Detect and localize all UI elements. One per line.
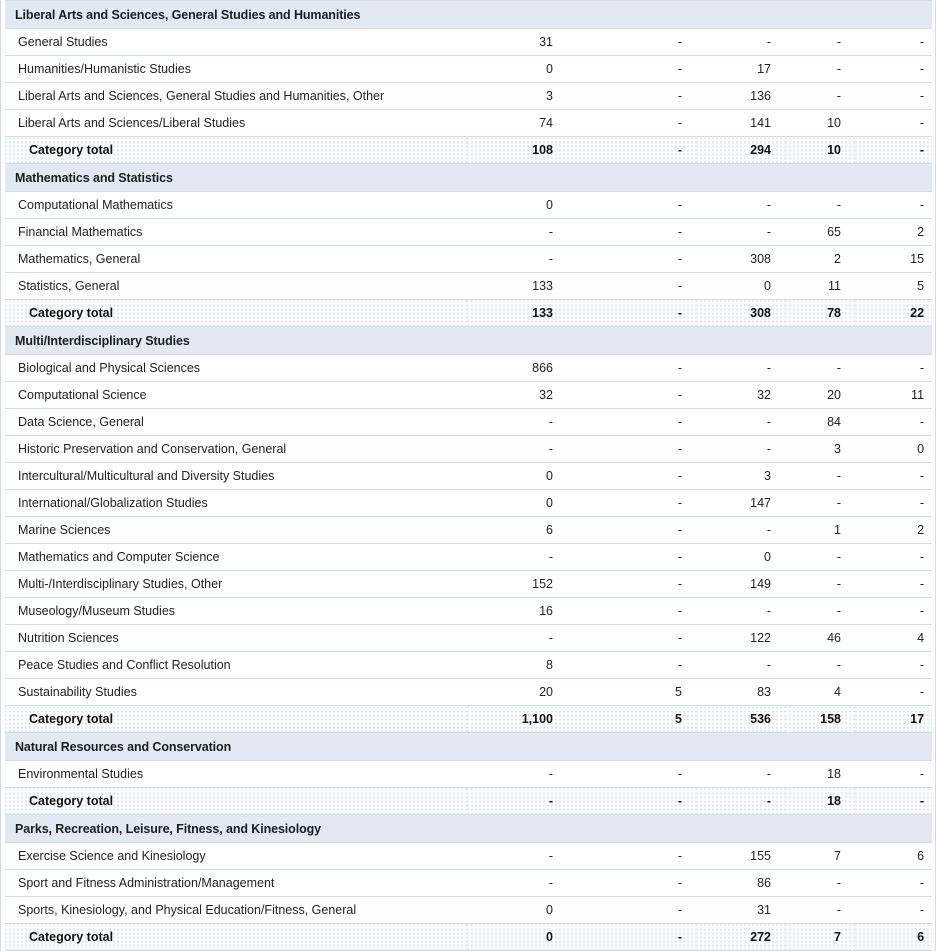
table-row xyxy=(5,897,932,924)
value-cell: 0 xyxy=(696,273,785,300)
table-row xyxy=(5,544,932,571)
category-header-row xyxy=(5,164,932,192)
category-total-value-cell: 108 xyxy=(467,137,567,164)
value-cell: - xyxy=(567,110,696,137)
value-cell: - xyxy=(785,544,855,571)
value-cell: - xyxy=(855,571,932,598)
value-cell: - xyxy=(567,56,696,83)
category-total-value-cell: 536 xyxy=(696,706,785,733)
value-cell: - xyxy=(467,219,567,246)
value-cell: - xyxy=(696,355,785,382)
value-cell: 83 xyxy=(696,679,785,706)
value-cell: 147 xyxy=(696,490,785,517)
category-total-value-cell: 133 xyxy=(467,300,567,327)
value-cell: - xyxy=(785,463,855,490)
category-total-row xyxy=(5,706,932,733)
table-row xyxy=(5,625,932,652)
value-cell: - xyxy=(785,571,855,598)
value-cell: - xyxy=(855,409,932,436)
value-cell: - xyxy=(855,679,932,706)
program-label-cell: Data Science, General xyxy=(5,409,467,436)
value-cell: 84 xyxy=(785,409,855,436)
program-label-cell: Exercise Science and Kinesiology xyxy=(5,843,467,870)
program-label-cell: Sports, Kinesiology, and Physical Education/Fitness, General xyxy=(5,897,467,924)
category-total-value-cell: 0 xyxy=(467,924,567,951)
value-cell: - xyxy=(785,598,855,625)
value-cell: - xyxy=(567,870,696,897)
category-header-row xyxy=(5,327,932,355)
value-cell: 6 xyxy=(855,843,932,870)
value-cell: 133 xyxy=(467,273,567,300)
value-cell: - xyxy=(855,490,932,517)
value-cell: - xyxy=(855,83,932,110)
value-cell: 155 xyxy=(696,843,785,870)
category-header-label: Liberal Arts and Sciences, General Studies and Humanities xyxy=(5,1,932,29)
value-cell: 1 xyxy=(785,517,855,544)
value-cell: - xyxy=(467,409,567,436)
program-label-cell: Museology/Museum Studies xyxy=(5,598,467,625)
value-cell: - xyxy=(567,517,696,544)
category-header-label: Mathematics and Statistics xyxy=(5,164,932,192)
table-row xyxy=(5,436,932,463)
category-total-value-cell: 22 xyxy=(855,300,932,327)
value-cell: 16 xyxy=(467,598,567,625)
value-cell: - xyxy=(467,436,567,463)
value-cell: 122 xyxy=(696,625,785,652)
program-label-cell: Peace Studies and Conflict Resolution xyxy=(5,652,467,679)
value-cell: 4 xyxy=(855,625,932,652)
table-row xyxy=(5,409,932,436)
program-label-cell: Liberal Arts and Sciences/Liberal Studies xyxy=(5,110,467,137)
value-cell: - xyxy=(467,544,567,571)
value-cell: 31 xyxy=(696,897,785,924)
category-total-value-cell: 272 xyxy=(696,924,785,951)
table-row xyxy=(5,56,932,83)
program-label-cell: Multi-/Interdisciplinary Studies, Other xyxy=(5,571,467,598)
value-cell: 3 xyxy=(696,463,785,490)
value-cell: 20 xyxy=(467,679,567,706)
category-header-row xyxy=(5,733,932,761)
value-cell: - xyxy=(785,56,855,83)
category-header-row xyxy=(5,815,932,843)
value-cell: - xyxy=(696,598,785,625)
program-label-cell: Mathematics and Computer Science xyxy=(5,544,467,571)
value-cell: 17 xyxy=(696,56,785,83)
table-row xyxy=(5,192,932,219)
category-total-label: Category total xyxy=(5,706,467,733)
program-label-cell: Financial Mathematics xyxy=(5,219,467,246)
category-total-value-cell: 18 xyxy=(785,788,855,815)
value-cell: 65 xyxy=(785,219,855,246)
value-cell: - xyxy=(785,870,855,897)
category-total-value-cell: 10 xyxy=(785,137,855,164)
category-total-value-cell: - xyxy=(567,300,696,327)
value-cell: 46 xyxy=(785,625,855,652)
value-cell: - xyxy=(567,843,696,870)
program-label-cell: Mathematics, General xyxy=(5,246,467,273)
value-cell: - xyxy=(855,652,932,679)
value-cell: - xyxy=(785,490,855,517)
value-cell: 7 xyxy=(785,843,855,870)
table-row xyxy=(5,273,932,300)
value-cell: - xyxy=(855,56,932,83)
program-label-cell: Liberal Arts and Sciences, General Studies and Humanities, Other xyxy=(5,83,467,110)
value-cell: - xyxy=(696,219,785,246)
value-cell: - xyxy=(567,246,696,273)
table-row xyxy=(5,652,932,679)
table-row xyxy=(5,679,932,706)
table-row xyxy=(5,517,932,544)
table-row xyxy=(5,219,932,246)
value-cell: 4 xyxy=(785,679,855,706)
value-cell: 3 xyxy=(467,83,567,110)
value-cell: 5 xyxy=(855,273,932,300)
category-total-row xyxy=(5,300,932,327)
value-cell: 152 xyxy=(467,571,567,598)
category-total-label: Category total xyxy=(5,924,467,951)
category-total-row xyxy=(5,788,932,815)
program-label-cell: Marine Sciences xyxy=(5,517,467,544)
value-cell: - xyxy=(785,355,855,382)
value-cell: - xyxy=(855,192,932,219)
value-cell: 18 xyxy=(785,761,855,788)
value-cell: - xyxy=(696,436,785,463)
value-cell: - xyxy=(567,219,696,246)
table-row xyxy=(5,29,932,56)
program-label-cell: Statistics, General xyxy=(5,273,467,300)
value-cell: - xyxy=(467,843,567,870)
value-cell: - xyxy=(567,625,696,652)
table-row xyxy=(5,490,932,517)
value-cell: - xyxy=(855,598,932,625)
program-label-cell: Computational Mathematics xyxy=(5,192,467,219)
value-cell: 0 xyxy=(467,463,567,490)
table-row xyxy=(5,246,932,273)
table-row xyxy=(5,598,932,625)
category-total-value-cell: - xyxy=(696,788,785,815)
value-cell: 149 xyxy=(696,571,785,598)
category-total-value-cell: 1,100 xyxy=(467,706,567,733)
program-label-cell: Biological and Physical Sciences xyxy=(5,355,467,382)
value-cell: 8 xyxy=(467,652,567,679)
value-cell: 141 xyxy=(696,110,785,137)
program-label-cell: Sustainability Studies xyxy=(5,679,467,706)
table-row xyxy=(5,761,932,788)
value-cell: 2 xyxy=(855,517,932,544)
value-cell: - xyxy=(855,110,932,137)
category-total-value-cell: - xyxy=(567,924,696,951)
value-cell: 15 xyxy=(855,246,932,273)
table-row xyxy=(5,463,932,490)
value-cell: - xyxy=(696,517,785,544)
category-total-value-cell: - xyxy=(855,137,932,164)
category-total-label: Category total xyxy=(5,137,467,164)
program-label-cell: Sport and Fitness Administration/Management xyxy=(5,870,467,897)
table-row xyxy=(5,355,932,382)
category-total-label: Category total xyxy=(5,300,467,327)
value-cell: - xyxy=(696,652,785,679)
category-total-value-cell: 158 xyxy=(785,706,855,733)
degrees-by-category-table xyxy=(5,0,932,951)
value-cell: - xyxy=(785,192,855,219)
value-cell: - xyxy=(567,192,696,219)
value-cell: 2 xyxy=(855,219,932,246)
table-row xyxy=(5,110,932,137)
category-total-value-cell: 308 xyxy=(696,300,785,327)
category-total-value-cell: - xyxy=(567,137,696,164)
value-cell: - xyxy=(567,273,696,300)
value-cell: 0 xyxy=(467,192,567,219)
value-cell: - xyxy=(785,29,855,56)
program-label-cell: Environmental Studies xyxy=(5,761,467,788)
value-cell: - xyxy=(567,490,696,517)
category-total-value-cell: - xyxy=(467,788,567,815)
program-label-cell: Nutrition Sciences xyxy=(5,625,467,652)
value-cell: 11 xyxy=(785,273,855,300)
value-cell: 5 xyxy=(567,679,696,706)
value-cell: 31 xyxy=(467,29,567,56)
category-total-value-cell: 6 xyxy=(855,924,932,951)
value-cell: - xyxy=(567,29,696,56)
value-cell: 86 xyxy=(696,870,785,897)
value-cell: 6 xyxy=(467,517,567,544)
value-cell: 32 xyxy=(467,382,567,409)
value-cell: 2 xyxy=(785,246,855,273)
category-total-value-cell: - xyxy=(567,788,696,815)
table-row xyxy=(5,571,932,598)
value-cell: - xyxy=(855,29,932,56)
value-cell: 866 xyxy=(467,355,567,382)
value-cell: - xyxy=(567,382,696,409)
value-cell: - xyxy=(567,544,696,571)
value-cell: - xyxy=(567,463,696,490)
value-cell: - xyxy=(855,761,932,788)
value-cell: - xyxy=(696,29,785,56)
category-total-label: Category total xyxy=(5,788,467,815)
program-label-cell: General Studies xyxy=(5,29,467,56)
value-cell: - xyxy=(855,544,932,571)
table-row xyxy=(5,382,932,409)
category-header-label: Natural Resources and Conservation xyxy=(5,733,932,761)
category-total-value-cell: - xyxy=(855,788,932,815)
value-cell: 10 xyxy=(785,110,855,137)
category-header-row xyxy=(5,1,932,29)
program-label-cell: Intercultural/Multicultural and Diversity Studies xyxy=(5,463,467,490)
table-row xyxy=(5,870,932,897)
value-cell: - xyxy=(696,192,785,219)
table-row xyxy=(5,83,932,110)
category-total-value-cell: 78 xyxy=(785,300,855,327)
value-cell: 308 xyxy=(696,246,785,273)
value-cell: - xyxy=(567,436,696,463)
category-total-value-cell: 294 xyxy=(696,137,785,164)
program-label-cell: Computational Science xyxy=(5,382,467,409)
table-row xyxy=(5,843,932,870)
value-cell: - xyxy=(567,409,696,436)
value-cell: - xyxy=(567,897,696,924)
value-cell: 20 xyxy=(785,382,855,409)
program-label-cell: International/Globalization Studies xyxy=(5,490,467,517)
value-cell: 3 xyxy=(785,436,855,463)
category-header-label: Multi/Interdisciplinary Studies xyxy=(5,327,932,355)
value-cell: 11 xyxy=(855,382,932,409)
value-cell: - xyxy=(567,355,696,382)
value-cell: - xyxy=(467,246,567,273)
category-total-row xyxy=(5,924,932,951)
value-cell: - xyxy=(855,463,932,490)
value-cell: - xyxy=(855,897,932,924)
value-cell: - xyxy=(855,355,932,382)
value-cell: - xyxy=(785,652,855,679)
value-cell: - xyxy=(567,571,696,598)
category-header-label: Parks, Recreation, Leisure, Fitness, and Kinesiology xyxy=(5,815,932,843)
value-cell: - xyxy=(696,409,785,436)
value-cell: 0 xyxy=(855,436,932,463)
value-cell: - xyxy=(785,897,855,924)
value-cell: 0 xyxy=(467,56,567,83)
value-cell: - xyxy=(467,625,567,652)
category-total-row xyxy=(5,137,932,164)
category-total-value-cell: 5 xyxy=(567,706,696,733)
program-label-cell: Historic Preservation and Conservation, General xyxy=(5,436,467,463)
category-total-value-cell: 17 xyxy=(855,706,932,733)
value-cell: 136 xyxy=(696,83,785,110)
value-cell: 0 xyxy=(467,897,567,924)
program-label-cell: Humanities/Humanistic Studies xyxy=(5,56,467,83)
value-cell: - xyxy=(567,83,696,110)
table-body xyxy=(5,1,932,951)
value-cell: - xyxy=(567,761,696,788)
value-cell: - xyxy=(567,652,696,679)
value-cell: - xyxy=(855,870,932,897)
category-total-value-cell: 7 xyxy=(785,924,855,951)
value-cell: - xyxy=(467,870,567,897)
value-cell: - xyxy=(785,83,855,110)
value-cell: - xyxy=(467,761,567,788)
value-cell: 74 xyxy=(467,110,567,137)
value-cell: - xyxy=(567,598,696,625)
value-cell: 0 xyxy=(696,544,785,571)
value-cell: - xyxy=(696,761,785,788)
value-cell: 0 xyxy=(467,490,567,517)
value-cell: 32 xyxy=(696,382,785,409)
